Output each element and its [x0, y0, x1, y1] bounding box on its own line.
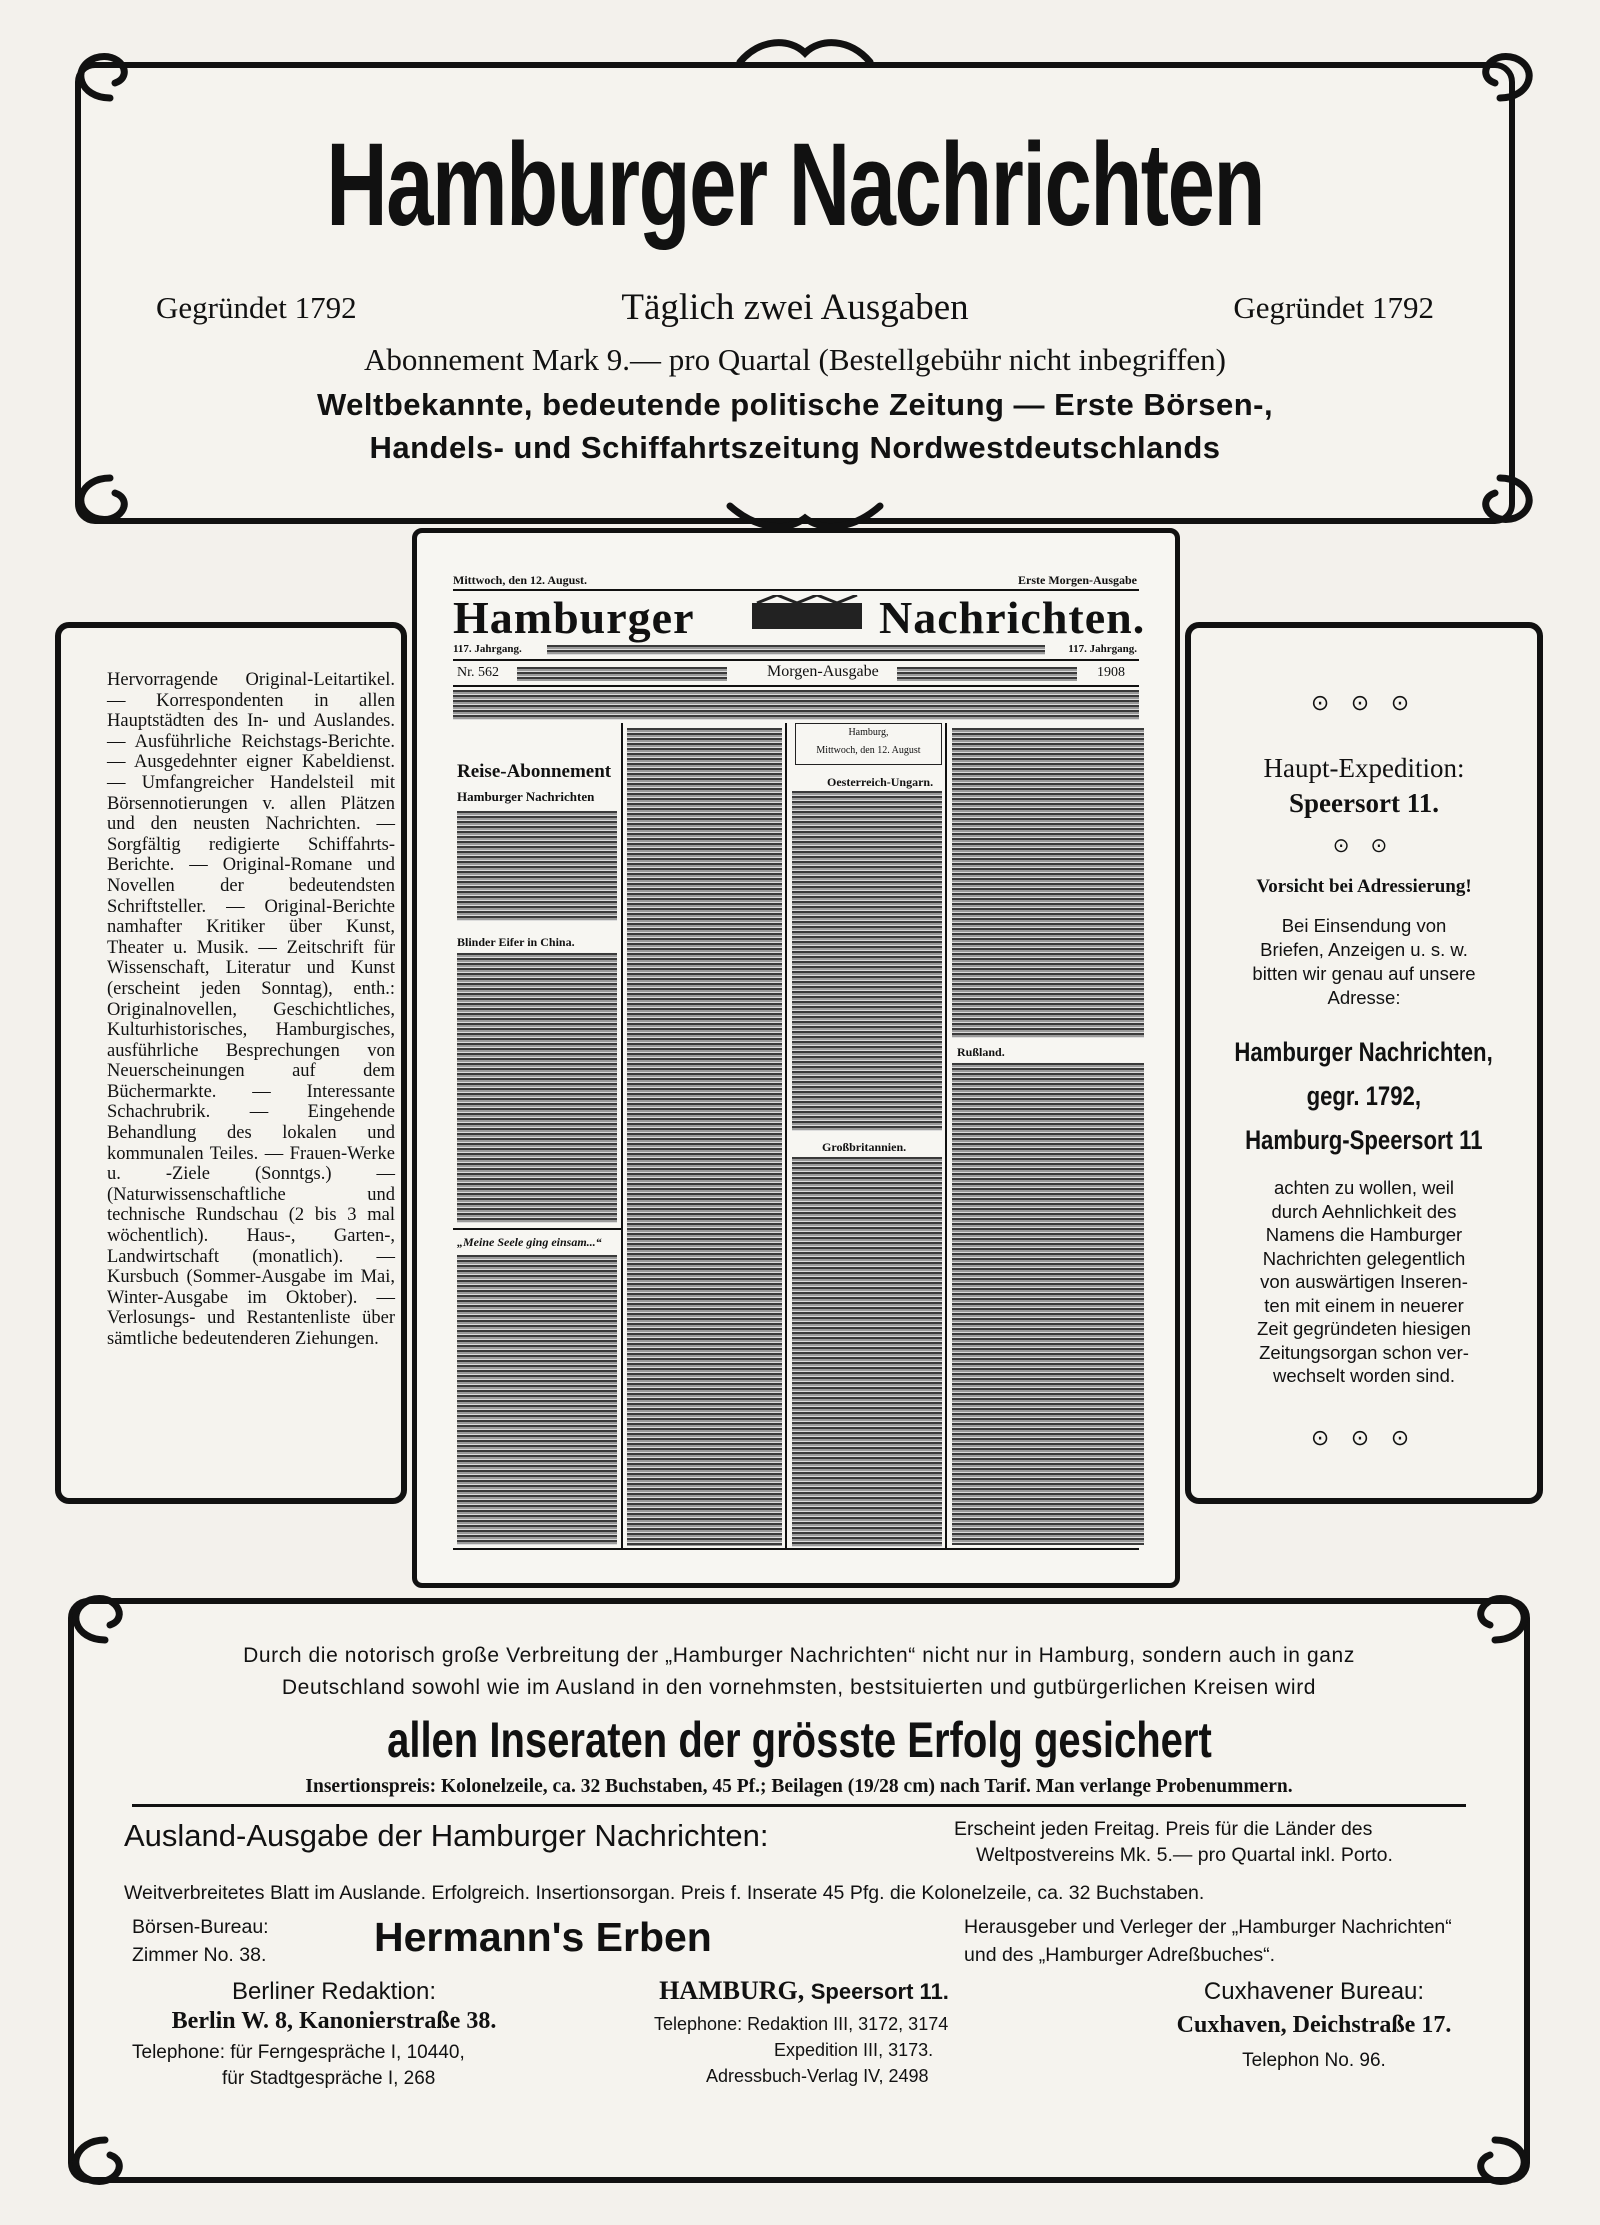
- np-edition: Morgen-Ausgabe: [767, 663, 879, 680]
- np-year-right: 117. Jahrgang.: [1068, 643, 1137, 655]
- np-year: 1908: [1097, 665, 1125, 680]
- hamburg-tel-3: Adressbuch-Verlag IV, 2498: [706, 2066, 929, 2086]
- founded-left: Gegründet 1792: [156, 290, 357, 325]
- foreign-edition-title: Ausland-Ausgabe der Hamburger Nachrichten:: [124, 1818, 769, 1853]
- np-article-2: „Meine Seele ging einsam...“: [457, 1235, 602, 1249]
- daily-editions: Täglich zwei Ausgaben: [621, 287, 969, 328]
- np-article-3: Oesterreich-Ungarn.: [827, 775, 934, 789]
- np-title-right: Nachrichten.: [879, 592, 1146, 643]
- berlin-address: Berlin W. 8, Kanonierstraße 38.: [171, 2008, 497, 2034]
- subscription-line: Abonnement Mark 9.— pro Quartal (Bestellgebühr nicht inbegriffen): [363, 342, 1227, 377]
- tagline-2: Handels- und Schiffahrtszeitung Nordwestdeutschlands: [369, 430, 1221, 465]
- np-date: Mittwoch, den 12. August.: [453, 573, 588, 587]
- cuxhaven-address: Cuxhaven, Deichstraße 17.: [1176, 2012, 1452, 2038]
- foreign-edition-2: Weltpostvereins Mk. 5.— pro Quartal inkl. Porto.: [976, 1844, 1393, 1866]
- hamburg-address: HAMBURG, Speersort 11.: [659, 1976, 949, 2005]
- note-text: achten zu wollen, weil durch Aehnlichkeit des Namens die Hamburger Nachrichten gelegentlich von auswärtigen Inseren- ten mit einem in neuerer Zeit gegründeten hiesigen Zeitungsorgan schon ver- wechselt worden sind.: [1257, 1177, 1471, 1386]
- masthead-title: Hamburger Nachrichten: [326, 119, 1264, 251]
- berlin-label: Berliner Redaktion:: [231, 1978, 437, 2005]
- berlin-tel-1: Telephone: für Ferngespräche I, 10440,: [132, 2042, 465, 2063]
- np-edition-tag: Erste Morgen-Ausgabe: [1018, 573, 1137, 587]
- np-promo-2: Hamburger Nachrichten: [457, 789, 595, 804]
- ornament-dots-small-icon: ⊙ ⊙: [1332, 835, 1396, 857]
- hamburg-tel-2: Expedition III, 3173.: [774, 2040, 934, 2060]
- np-year-left: 117. Jahrgang.: [453, 643, 522, 655]
- left-feature-column: [55, 622, 407, 1504]
- founded-right: Gegründet 1792: [1233, 290, 1434, 325]
- hamburg-tel-1: Telephone: Redaktion III, 3172, 3174: [654, 2014, 949, 2034]
- np-title-left: Hamburger: [453, 592, 695, 643]
- footer-ornament-icon: [40, 1570, 1560, 2210]
- ornament-dots-bottom-icon: ⊙ ⊙ ⊙: [1310, 1425, 1418, 1450]
- np-article-5: Rußland.: [957, 1045, 1005, 1059]
- intro-line-1: Durch die notorisch große Verbreitung der „Hamburger Nachrichten“ nicht nur in Hamburg, sondern auch in ganz: [243, 1644, 1355, 1667]
- stock-bureau-2: Zimmer No. 38.: [132, 1944, 267, 1966]
- expedition-address: Speersort 11.: [1289, 788, 1439, 818]
- ornament-dots-icon: ⊙ ⊙ ⊙: [1310, 690, 1418, 715]
- right-address-column: [1185, 622, 1543, 1504]
- np-city: Hamburg,: [848, 727, 889, 738]
- success-headline: allen Inseraten der grösste Erfolg gesichert: [386, 1712, 1212, 1768]
- np-crest-icon: [747, 595, 867, 635]
- np-city-date: Mittwoch, den 12. August: [816, 745, 921, 756]
- feature-list-text: Hervorragende Original-Leitartikel. — Korrespondenten in allen Hauptstädten des In- und Auslandes. — Ausführliche Reichstags-Berichte. — Ausgedehnter eigner Kabeldienst. — Umfangreicher Handelsteil mit Börsennotierungen v. allen Plätzen und den neusten Nachrichten. — Sorgfältig redigierte Schiffahrts-Berichte. — Original-Romane und Novellen der bedeutendsten Schriftsteller. — Original-Berichte namhafter Kritiker über Kunst, Theater u. Musik. — Zeitschrift für Wissenschaft, Literatur und Kunst (erscheint jeden Sonntag), enth.: Originalnovellen, Geschichtliches, Kulturhistorisches, Hamburgisches, ausführliche Besprechungen von Neuerscheinungen auf dem Büchermarkte. — Interessante Schachrubrik. — Eingehende Behandlung des lokalen und kommunalen Teiles. — Frauen-Werke u. -Ziele (Sonntgs.) — (Naturwissenschaftliche und technische Rundschau (2 bis 3 mal wöchentlich). Haus-, Garten-, Landwirtschaft (monatlich). — Kursbuch (Sommer-Ausgabe im Mai, Winter-Ausgabe im Oktober). — Verlosungs- und Restantenliste über sämtliche bedeutenderen Ziehungen.: [107, 670, 395, 1349]
- pricing-line: Insertionspreis: Kolonelzeile, ca. 32 Buchstaben, 45 Pf.; Beilagen (19/28 cm) nach Tarif. Man verlange Probenummern.: [305, 1776, 1293, 1797]
- postal-address: Hamburger Nachrichten, gegr. 1792, Hamburg-Speersort 11: [1234, 1037, 1494, 1155]
- intro-line-2: Deutschland sowohl wie im Ausland in den vornehmsten, bestsituierten und gutbürgerlichen Kreisen wird: [281, 1676, 1317, 1699]
- newspaper-frontpage-image: [412, 528, 1180, 1588]
- publisher-note-2: und des „Hamburger Adreßbuches“.: [964, 1944, 1276, 1966]
- address-warning: Vorsicht bei Adressierung!: [1256, 876, 1472, 897]
- publisher-note-1: Herausgeber und Verleger der „Hamburger Nachrichten“: [964, 1916, 1452, 1938]
- expedition-label: Haupt-Expedition:: [1263, 753, 1465, 783]
- np-promo-1: Reise-Abonnement: [457, 761, 612, 782]
- stock-bureau-1: Börsen-Bureau:: [132, 1916, 269, 1938]
- cuxhaven-tel: Telephon No. 96.: [1242, 2050, 1386, 2071]
- cuxhaven-label: Cuxhavener Bureau:: [1203, 1978, 1425, 2005]
- request-text: Bei Einsendung von Briefen, Anzeigen u. s. w. bitten wir genau auf unsere Adresse:: [1252, 915, 1476, 1008]
- foreign-edition-1: Erscheint jeden Freitag. Preis für die Länder des: [954, 1818, 1373, 1840]
- publisher-name: Hermann's Erben: [374, 1914, 712, 1960]
- tagline-1: Weltbekannte, bedeutende politische Zeitung — Erste Börsen-,: [316, 387, 1274, 422]
- widely-read-line: Weitverbreitetes Blatt im Auslande. Erfolgreich. Insertionsorgan. Preis f. Inserate 45 Pfg. die Kolonelzeile, ca. 32 Buchstaben.: [124, 1882, 1205, 1904]
- header-ornament-icon: [40, 28, 1570, 548]
- np-number: Nr. 562: [457, 665, 499, 680]
- np-article-4: Großbritannien.: [822, 1140, 907, 1154]
- berlin-tel-2: für Stadtgespräche I, 268: [222, 2068, 436, 2089]
- np-article-1: Blinder Eifer in China.: [457, 935, 575, 949]
